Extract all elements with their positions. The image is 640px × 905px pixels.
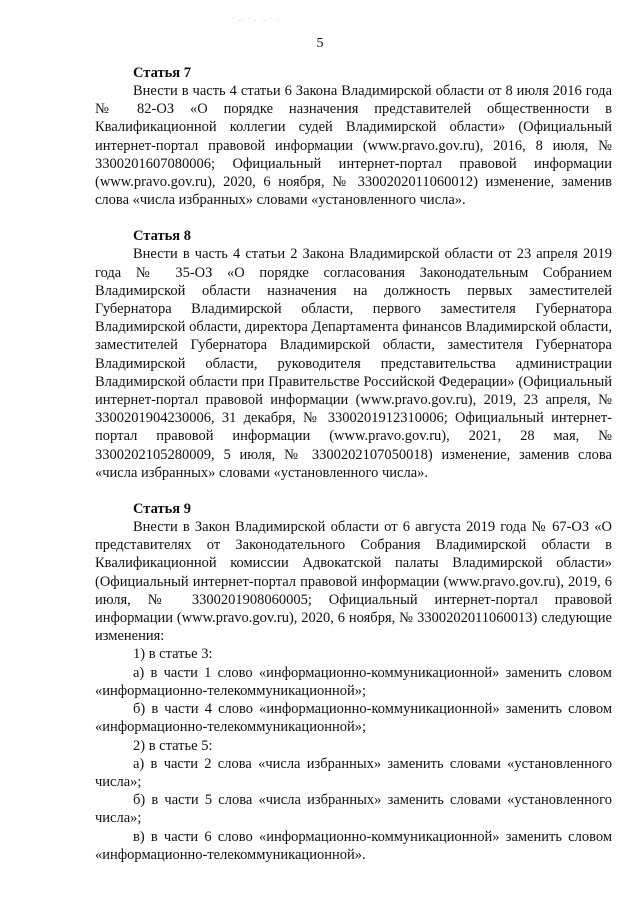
article-heading: Статья 8 [133,228,191,245]
list-item: 1) в статье 3: [133,646,213,663]
list-item: б) в части 4 слово «информационно-коммуникационной» заменить словом «информационно-телекоммуникационной»; [95,701,612,736]
article-9 [95,500,612,864]
article-8 [95,227,612,482]
article-heading: Статья 7 [133,65,191,81]
list-item: в) в части 6 слово «информационно-коммуникационной» заменить словом «информационно-телекоммуникационной». [95,828,612,863]
list-item: б) в части 5 слова «числа избранных» заменить словами «установленного числа»; [95,792,612,827]
amendment-list [95,645,612,863]
article-heading: Статья 9 [133,501,191,518]
article-7 [95,64,612,209]
page-number: 5 [316,36,324,51]
article-text: Внести в часть 4 статьи 6 Закона Владимирской области от 8 июля 2016 года № 82-ОЗ «О порядке назначения представителей общественности в Квалификационной коллегии судей Владимирской области» (Официальный интернет-портал правовой информации (www.pravo.gov.ru), 2016, 8 июля, № 3300201607080006; Официальный интернет-портал правовой информации (www.pravo.gov.ru), 2020, 6 ноября, № 3300202011060012) изменение, заменив слова «числа избранных» словами «установленного числа». [95,83,612,209]
scan-marks: · .. · . ·. · . [232,14,280,23]
document-body [95,64,612,882]
list-item: а) в части 2 слова «числа избранных» заменить словами «установленного числа»; [95,755,612,790]
article-text: Внести в Закон Владимирской области от 6 августа 2019 года № 67-ОЗ «О представителях от Законодательного Собрания Владимирской области в Квалификационной комиссии Адвокатской палаты Владимирской области» (Официальный интернет-портал правовой информации (www.pravo.gov.ru), 2019, 6 июля, № 3300201908060005; Официальный интернет-портал правовой информации (www.pravo.gov.ru), 2020, 6 ноября, № 3300202011060013) следующие изменения: [95,519,612,645]
list-item: а) в части 1 слово «информационно-коммуникационной» заменить словом «информационно-телекоммуникационной»; [95,664,612,699]
list-item: 2) в статье 5: [133,737,213,754]
article-text: Внести в часть 4 статьи 2 Закона Владимирской области от 23 апреля 2019 года № 35-ОЗ «О порядке согласования Законодательным Собранием Владимирской области назначения на должность первых заместителей Губернатора Владимирской области, первого заместителя Губернатора Владимирской области, директора Департамента финансов Владимирской области, заместителей Губернатора Владимирской области, заместителя Губернатора Владимирской области, руководителя представительства администрации Владимирской области при Правительстве Российской Федерации» (Официальный интернет-портал правовой информации (www.pravo.gov.ru), 2019, 23 апреля, № 3300201904230006, 31 декабря, № 3300201912310006; Официальный интернет-портал правовой информации (www.pravo.gov.ru), 2021, 28 мая, № 3300202105280009, 5 июля, № 3300202107050018) изменение, заменив слова «числа избранных» словами «установленного числа». [95,246,612,481]
